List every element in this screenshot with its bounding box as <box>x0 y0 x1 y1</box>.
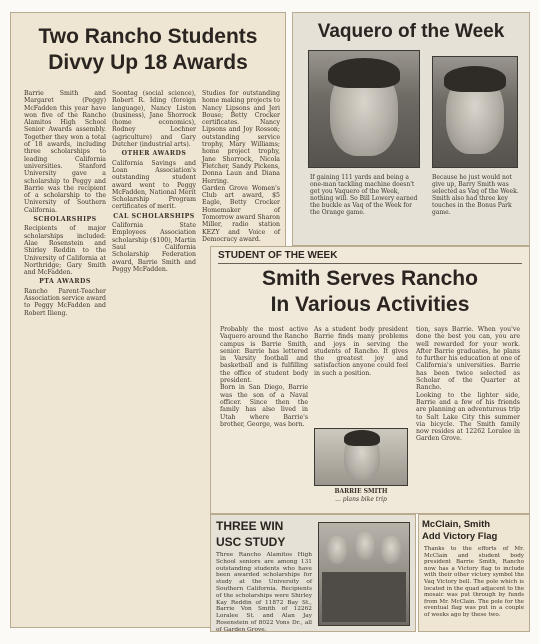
student-column-1 <box>220 326 308 506</box>
usc-body: Three Rancho Alamitos High School seniors are among 131 outstanding students who have been awarded scholarships for study at the University of Southern California. Recipients of the scholarships were Shirley Kay Reddin of 11872 Bay St., Barrie Von Smith of 12262 Loralee St. and Alan Jay Rosenstein of 8022 Vons Dr., all of Garden Grove. <box>216 552 312 633</box>
awards-col1c-text: Rancho Parent-Teacher Association service award to Peggy McFadden and Robert Ilieng. <box>24 287 106 317</box>
flag-headline <box>422 520 526 542</box>
student-col2-text: As a student body president Barrie finds many problems and joys in serving the students of Rancho. It gives the greatest joy and satisfaction anyone could feel in such a position. <box>314 326 408 377</box>
flag-headline-line1: McClain, Smith <box>422 519 491 530</box>
vaquero-article <box>292 12 530 246</box>
awards-subhead-pta: PTA AWARDS <box>39 278 91 286</box>
usc-study-article <box>210 514 416 632</box>
victory-flag-article <box>418 514 530 632</box>
flag-headline-line2: Add Victory Flag <box>422 530 498 542</box>
vaquero-caption-left: If gaining 111 yards and being a one-man tackling machine doesn't get you Vaquero of the Week, nothing will. So Bill Lowery earned the buckle as Vaq of the Week for the Orange game. <box>310 174 418 216</box>
awards-col2-text: Soontag (social science), Robert R. Iding (foreign language), Nancy Liston (business), Jane Shorrock (home economics), Rodney Lochner (agriculture) and Gary Dutcher (industrial arts). <box>112 90 196 149</box>
vaquero-caption-right: Because he just would not give up, Barry Smith was selected as Vaq of the Week. Smith also had three key touches in the Bonus Park game. <box>432 174 519 216</box>
awards-col2c-text: California State Employees Association scholarship ($100), Martin Saul California Scholarship Federation award, Barrie Smith and Peggy McFadden. <box>112 222 196 273</box>
awards-column-2 <box>112 90 196 620</box>
student-col3b-text: Looking to the lighter side, Barrie and a few of his friends are planning an adventurous trip to Salt Lake City this summer via bicycle. The Smith family now resides at 12262 Loralee in Garden Grove. <box>416 391 520 443</box>
awards-column-1 <box>24 90 106 620</box>
student-col3-text: tion, says Barrie. When you've done the best you can, you are well rewarded for your work. After Barrie graduates, he plans to further his education at one of California's universities. Barrie has been twice selected as Scholar of the Quarter at Rancho. <box>416 326 520 392</box>
student-headline <box>210 268 530 316</box>
student-headline-line2: In Various Activities <box>270 293 470 317</box>
awards-subhead-cal: CAL SCHOLARSHIPS <box>113 212 195 220</box>
awards-subhead-other: OTHER AWARDS <box>121 150 187 158</box>
student-col1-text: Probably the most active Vaquero around the Rancho campus is Barrie Smith, senior. Barrie has lettered in Varsity football and basketball and is fulfilling the office of student body president. <box>220 326 308 385</box>
student-col1b-text: Born in San Diego, Barrie was the son of a Naval officer. Since then the family has also lived in Utah where Barrie's brother, George, was born. <box>220 384 308 428</box>
student-kicker: STUDENT OF THE WEEK <box>218 250 338 261</box>
awards-col3-text: Studies for outstanding home making projects to Nancy Lipsons and Jeri Bouse; Betty Crocker certificates. Nancy Lipsons and Joy Rosson; outstanding service trophy, Mary Williams; home project trophy, Jane Shorrock, Nicola Fletcher, Sandy Pickens, Donna Laun and Diana Herring. <box>202 90 280 185</box>
usc-headline <box>216 520 306 548</box>
student-column-2 <box>314 326 408 426</box>
awards-col3b-text: Garden Grove Women's Club art award, $5 Eagle, Betty Crocker Homemaker of Tomorrow award Sharon Miller, radio station KEZY and Voice of Democracy award. <box>202 184 281 243</box>
awards-headline-line1: Two Rancho Students <box>38 25 258 48</box>
flag-body: Thanks to the efforts of Mr. McClain and student body president Barrie Smith, Rancho now has a Victory flag to include with their other victory symbol the Vaq Victory bell. The pole which is located in the quad adjacent to the mosaic was put through by funds from Mr. McClain. The pole for the eventual flag was put in a couple of weeks ago by these two. <box>424 546 524 618</box>
student-of-week-article <box>210 246 530 514</box>
photo-barrie-smith <box>314 428 408 486</box>
student-photo-caption-sub: ... plans bike trip <box>335 496 387 503</box>
photo-barry-smith <box>432 56 518 168</box>
awards-col1-text: Barrie Smith and Margaret (Peggy) McFadden this year have won five of the Rancho Alamitos High School Senior Awards assembly. Together they won a total of 18 awards, including three scholarships to leading California universities. Stanford University gave a scholarship to Peggy and Barrie was the recipient of a scholarship to the University of Southern California. <box>24 90 106 214</box>
usc-headline-line2: USC STUDY <box>216 534 286 549</box>
awards-col2b-text: California Savings and Loan Association's outstanding student award went to Peggy McFadden, National Merit Scholarship Program certificates of merit. <box>112 159 196 211</box>
student-column-3 <box>416 326 520 506</box>
awards-headline-line2: Divvy Up 18 Awards <box>48 51 248 75</box>
awards-col1b-text: Recipients of major scholarships included: Alae Rosenstein and Shirley Reddin to the University of California at Northridge; Gary Smith and McFadden. <box>24 225 106 277</box>
student-headline-line1: Smith Serves Rancho <box>262 267 478 290</box>
awards-subhead-scholarships: SCHOLARSHIPS <box>33 216 97 224</box>
usc-group-photo <box>318 522 410 626</box>
photo-bill-lowery <box>308 50 420 168</box>
student-photo-caption-name: BARRIE SMITH <box>334 488 388 495</box>
usc-headline-line1: THREE WIN <box>216 519 284 533</box>
vaquero-headline: Vaquero of the Week <box>317 21 505 42</box>
awards-headline <box>10 26 286 74</box>
